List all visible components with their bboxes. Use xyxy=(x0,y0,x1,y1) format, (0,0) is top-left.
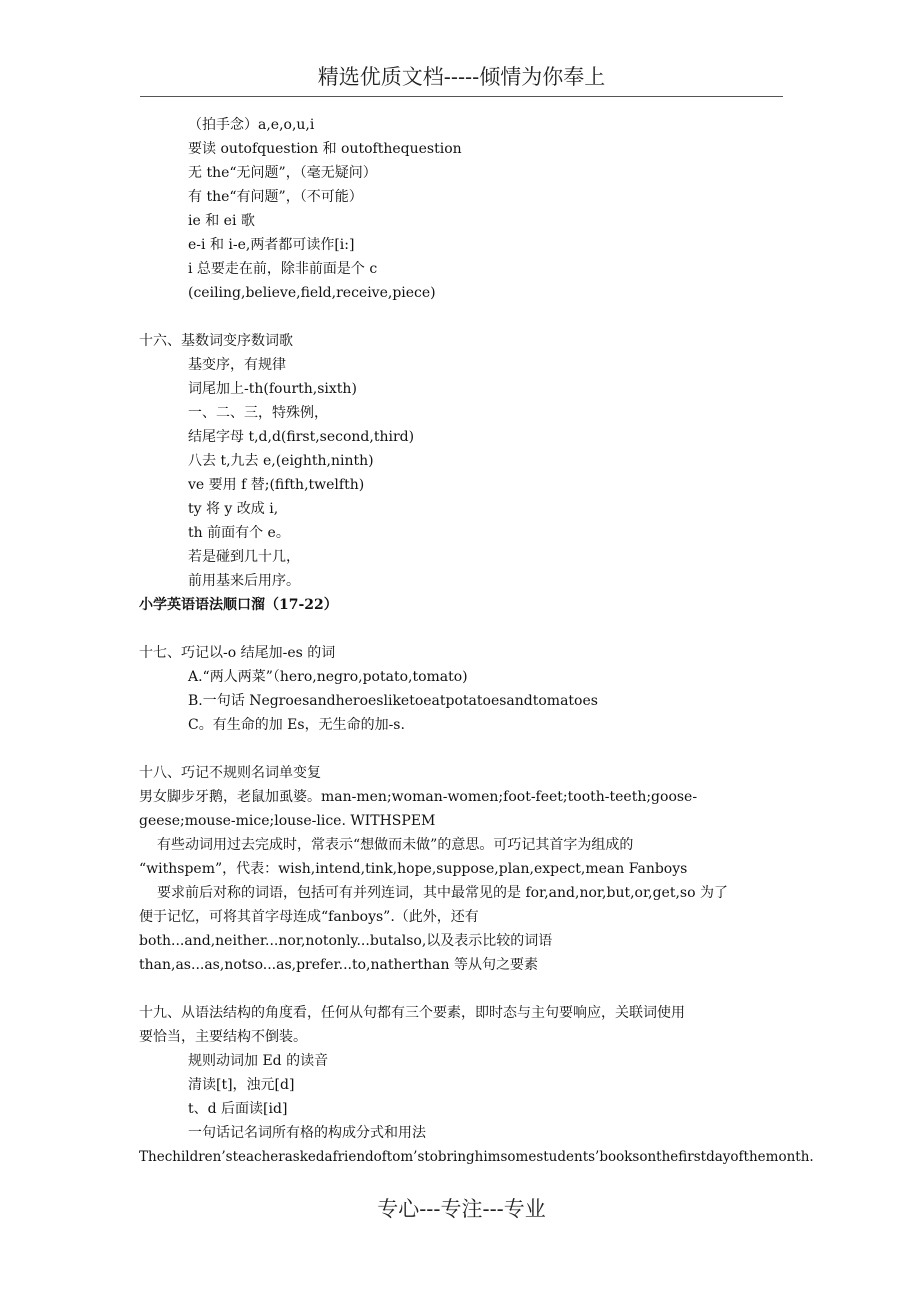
section-heading: 十八、巧记不规则名词单变复 xyxy=(139,765,321,781)
text-line: i 总要走在前，除非前面是个 c xyxy=(188,261,378,277)
text-line: 要恰当，主要结构不倒装。 xyxy=(139,1029,307,1045)
text-line: 八去 t,九去 e,(eighth,ninth) xyxy=(188,453,374,469)
text-line: 便于记忆，可将其首字母连成“fanboys”.（此外，还有 xyxy=(139,909,479,925)
text-line: t、d 后面读[id] xyxy=(188,1101,288,1117)
text-line: th 前面有个 e。 xyxy=(188,525,290,541)
text-line: geese;mouse-mice;louse-lice. WITHSPEM xyxy=(139,813,436,829)
text-line: ve 要用 f 替;(fifth,twelfth) xyxy=(188,477,365,493)
text-line: 无 the“无问题”，（毫无疑问） xyxy=(188,165,377,181)
text-line: e-i 和 i-e,两者都可读作[i:] xyxy=(188,237,355,253)
text-line: 清读[t]，浊元[d] xyxy=(188,1077,295,1093)
text-line: B.一句话 Negroesandheroesliketoeatpotatoesandtomatoes xyxy=(188,693,598,709)
text-line: （拍手念）a,e,o,u,i xyxy=(188,117,315,133)
blank-line xyxy=(139,617,784,641)
text-line: 一、二、三，特殊例， xyxy=(188,405,328,421)
text-line: 结尾字母 t,d,d(first,second,third) xyxy=(188,429,415,445)
text-line: 词尾加上-th(fourth,sixth) xyxy=(188,381,357,397)
section-heading: 十九、从语法结构的角度看，任何从句都有三个要素，即时态与主句要响应，关联词使用 xyxy=(139,1005,685,1021)
text-line: 规则动词加 Ed 的读音 xyxy=(188,1053,329,1069)
blank-line xyxy=(139,305,784,329)
page-footer: 专心---专注---专业 xyxy=(377,1197,546,1221)
text-line: 有 the“有问题”，（不可能） xyxy=(188,189,363,205)
text-line: ty 将 y 改成 i, xyxy=(188,501,279,517)
bold-title: 小学英语语法顺口溜（17-22） xyxy=(139,597,338,613)
text-line: “withspem”，代表：wish,intend,tink,hope,suppose,plan,expect,mean Fanboys xyxy=(139,861,688,877)
text-line: both...and,neither...nor,notonly...butalso,以及表示比较的词语 xyxy=(139,933,553,949)
text-line: 一句话记名词所有格的构成分式和用法 xyxy=(188,1125,426,1141)
text-line: A.“两人两菜”（hero,negro,potato,tomato) xyxy=(188,669,468,685)
text-line: (ceiling,believe,field,receive,piece) xyxy=(188,285,436,301)
section-heading: 十七、巧记以-o 结尾加-es 的词 xyxy=(139,645,336,661)
text-line: than,as...as,notso...as,prefer...to,natherthan 等从句之要素 xyxy=(139,957,538,973)
text-line: ie 和 ei 歌 xyxy=(188,213,255,229)
text-line: 有些动词用过去完成时，常表示“想做而未做”的意思。可巧记其首字为组成的 xyxy=(157,837,634,853)
text-line: 基变序，有规律 xyxy=(188,357,286,373)
text-line: 前用基来后用序。 xyxy=(188,573,300,589)
text-line: 要求前后对称的词语，包括可有并列连词，其中最常见的是 for,and,nor,but,or,get,so 为了 xyxy=(157,885,728,901)
page-header: 精选优质文档-----倾情为你奉上 xyxy=(140,62,783,97)
blank-line xyxy=(139,737,784,761)
document-body xyxy=(139,113,814,1169)
text-line: Thechildren’steacheraskedafriendoftom’stobringhimsomestudents’booksonthefirstdayofthemonth. xyxy=(139,1149,814,1165)
blank-line xyxy=(139,977,784,1001)
text-line: 若是碰到几十几， xyxy=(188,549,300,565)
section-heading: 十六、基数词变序数词歌 xyxy=(139,333,293,349)
text-line: 男女脚步牙鹅，老鼠加虱婆。man-men;woman-women;foot-feet;tooth-teeth;goose- xyxy=(139,789,698,805)
text-line: 要读 outofquestion 和 outofthequestion xyxy=(188,141,462,157)
text-line: C。有生命的加 Es，无生命的加-s. xyxy=(188,717,405,733)
